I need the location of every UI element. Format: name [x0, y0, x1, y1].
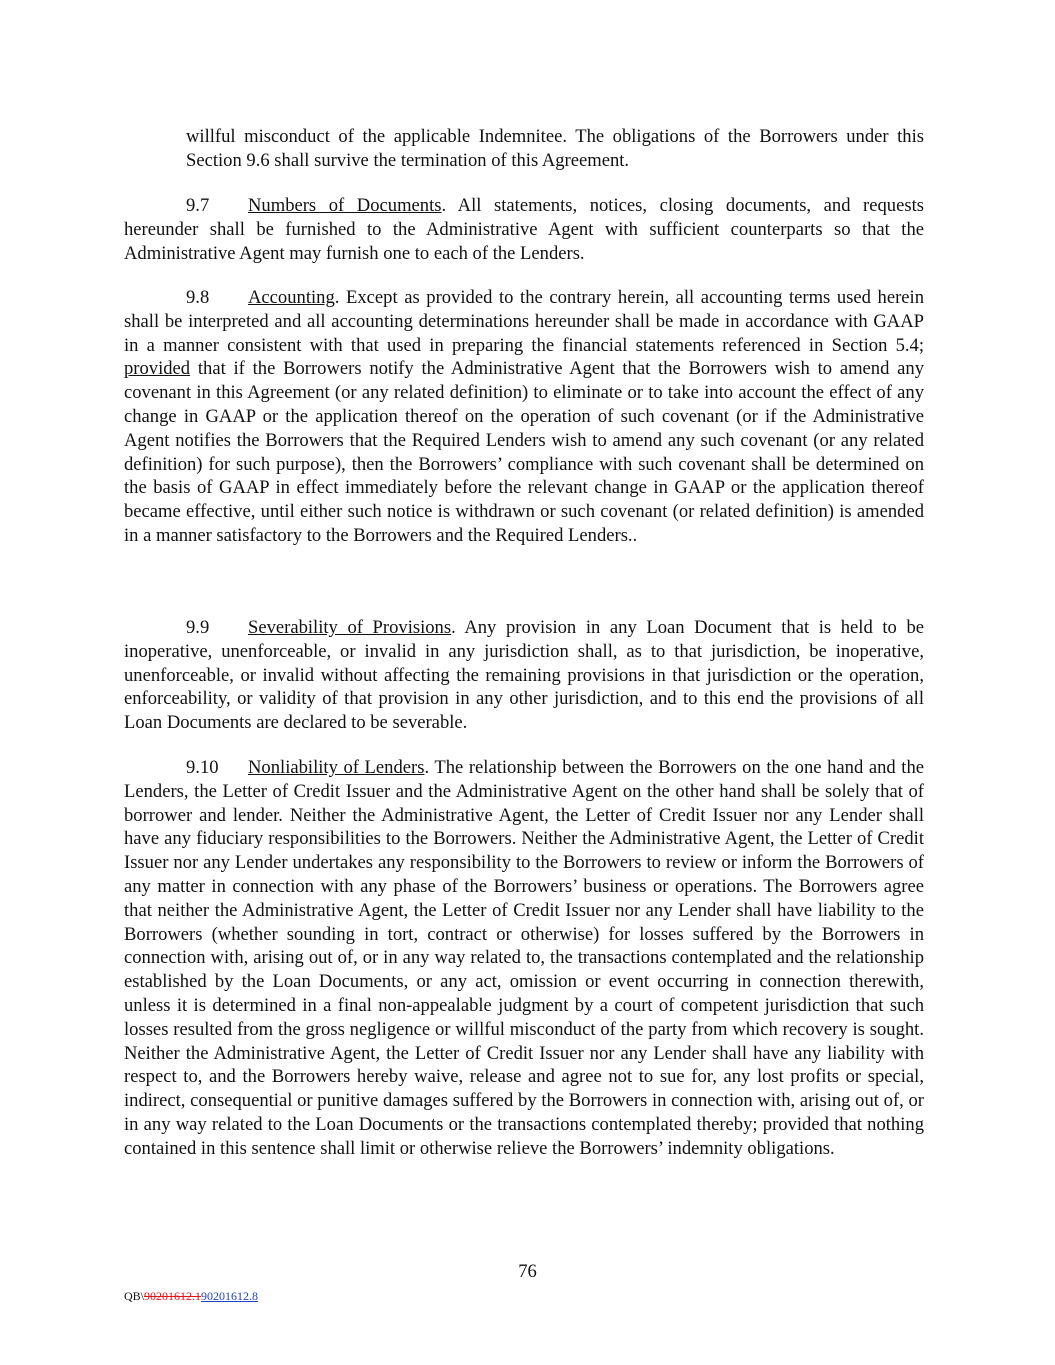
section-9-10: [124, 756, 924, 1161]
footer-deleted-version: 90201612.1: [144, 1289, 202, 1303]
section-number: 9.7: [186, 195, 210, 216]
section-heading: Accounting: [248, 287, 335, 308]
section-text: . The relationship between the Borrowers on the one hand and the Lenders, the Letter of Credit Issuer and the Administrative Agent on the other hand shall be solely that of borrower and lender. Neither the Administrative Agent, the Letter of Credit Issuer nor any Lender shall have any fiduciary responsibilities to the Borrowers. Neither the Administrative Agent, the Letter of Credit Issuer nor any Lender undertakes any responsibility to the Borrowers to review or inform the Borrowers of any matter in connection with any phase of the Borrowers’ business or operations. The Borrowers agree that neither the Administrative Agent, the Letter of Credit Issuer nor any Lender shall have liability to the Borrowers (whether sounding in tort, contract or otherwise) for losses suffered by the Borrowers in connection with, arising out of, or in any way related to, the transactions contemplated and the relationship established by the Loan Documents, or any act, omission or event occurring in connection therewith, unless it is determined in a final non-appealable judgment by a court of competent jurisdiction that such losses resulted from the gross negligence or willful misconduct of the party from which recovery is sought. Neither the Administrative Agent, the Letter of Credit Issuer nor any Lender shall have any liability with respect to, and the Borrowers hereby waive, release and agree not to sue for, any lost profits or special, indirect, consequential or punitive damages suffered by the Borrowers in connection with, arising out of, or in any way related to the Loan Documents or the transactions contemplated thereby; provided that nothing contained in this sentence shall limit or otherwise relieve the Borrowers’ indemnity obligations.: [124, 757, 924, 1159]
section-9-9: [124, 616, 924, 735]
section-number: 9.9: [186, 617, 210, 638]
section-text: . Except as provided to the contrary herein, all accounting terms used herein shall be interpreted and all accounting determinations hereunder shall be made in accordance with GAAP in a manner consistent with that used in preparing the financial statements referenced in Section 5.4;: [124, 287, 924, 356]
section-text: . All statements, notices, closing documents, and requests hereunder shall be furnished to the Administrative Agent with sufficient counterparts so that the Administrative Agent may furnish one to each of the Lenders.: [124, 195, 924, 264]
page-number: 76: [518, 1261, 537, 1282]
section-heading: Numbers of Documents: [248, 195, 442, 216]
proviso-term: provided: [124, 358, 191, 380]
section-9-8: [124, 286, 924, 548]
section-number: 9.10: [186, 757, 219, 778]
section-text: . Any provision in any Loan Document that is held to be inoperative, unenforceable, or invalid in any jurisdiction shall, as to that jurisdiction, be inoperative, unenforceable, or invalid without affecting the remaining provisions in that jurisdiction or the operation, enforceability, or validity of that provision in any other jurisdiction, and to this end the provisions of all Loan Documents are declared to be severable.: [124, 617, 925, 734]
section-number: 9.8: [186, 287, 210, 308]
section-heading: Nonliability of Lenders: [248, 757, 425, 778]
section-text-continued: that if the Borrowers notify the Administrative Agent that the Borrowers wish to amend any covenant in this Agreement (or any related definition) to eliminate or to take into account the effect of any change in GAAP or the application thereof on the operation of such covenant (or if the Administrative Agent notifies the Borrowers that the Required Lenders wish to amend any such covenant (or any related definition) for such purpose), then the Borrowers’ compliance with such covenant shall be determined on the basis of GAAP in effect immediately before the relevant change in GAAP or the application thereof became effective, until either such notice is withdrawn or such covenant (or related definition) is amended in a manner satisfactory to the Borrowers and the Required Lenders..: [124, 358, 924, 546]
document-footer-id: [124, 1289, 258, 1303]
footer-inserted-version: 90201612.8: [201, 1289, 259, 1303]
continuation-paragraph: willful misconduct of the applicable Indemnitee. The obligations of the Borrowers under this Section 9.6 shall survive the termination of this Agreement.: [186, 126, 924, 171]
footer-prefix: QB\: [124, 1289, 145, 1303]
section-9-7: [124, 194, 924, 265]
section-heading: Severability of Provisions: [248, 617, 452, 638]
